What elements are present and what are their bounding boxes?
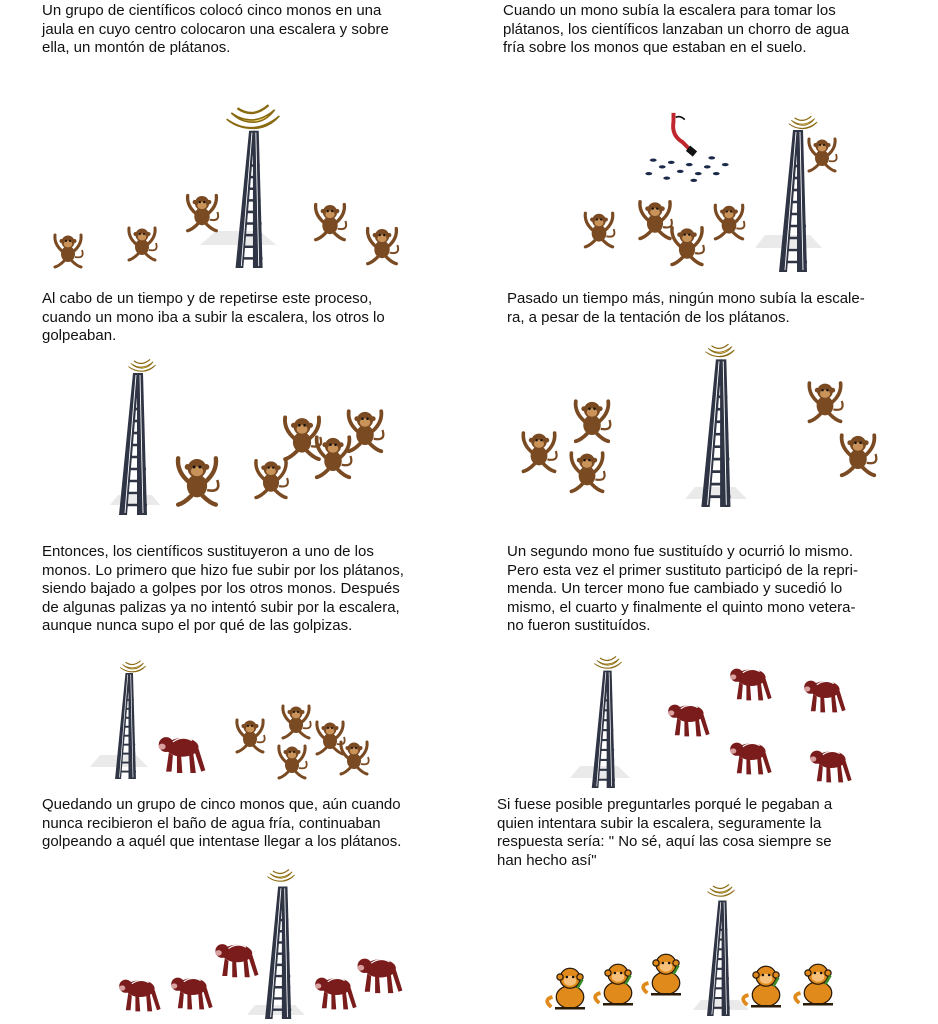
- banana-icon: [789, 116, 817, 129]
- water-hose-icon: [645, 113, 728, 182]
- monkey-icon: [842, 435, 877, 475]
- orange-monkey-icon: [547, 968, 585, 1008]
- banana-icon: [128, 359, 155, 371]
- ladder-icon: [119, 373, 147, 515]
- monkey-icon: [188, 196, 219, 231]
- ape-icon: [730, 669, 772, 701]
- monkey-icon: [283, 706, 311, 738]
- panel-2-illustration: [560, 110, 900, 280]
- banana-icon: [594, 656, 621, 668]
- ladder-icon: [779, 130, 807, 272]
- panel-1-illustration: [40, 95, 460, 280]
- panel-7-illustration: [115, 865, 415, 1020]
- monkey-icon: [279, 746, 307, 778]
- monkey-icon: [316, 205, 347, 240]
- orange-monkey-icon: [743, 966, 781, 1006]
- banana-icon: [267, 869, 294, 881]
- monkey-icon: [571, 453, 604, 491]
- ape-icon: [804, 681, 846, 713]
- ape-icon: [668, 705, 710, 737]
- ladder-icon: [265, 886, 291, 1019]
- ape-icon: [171, 978, 213, 1010]
- monkey-icon: [523, 433, 556, 471]
- monkey-icon: [368, 229, 399, 264]
- monkey-icon: [576, 401, 611, 441]
- climbing-monkey-icon: [809, 139, 837, 171]
- panel-4-illustration: [515, 337, 895, 517]
- panel-8-illustration: [545, 880, 860, 1020]
- panel-1-caption: Un grupo de científicos colocó cinco monos en una jaula en cuyo centro colocaron una escalera y sobre ella, un montón de plátanos.: [42, 2, 389, 56]
- monkey-icon: [237, 720, 265, 752]
- monkey-icon: [349, 411, 384, 451]
- panel-7-caption: Quedando un grupo de cinco monos que, aún cuando nunca recibieron el baño de agua fría, continuaban golpeando a aquél que intentase llegar a los plátanos.: [42, 796, 402, 850]
- ape-icon: [357, 959, 402, 993]
- orange-monkey-icon: [795, 964, 833, 1004]
- ladder-icon: [701, 359, 730, 507]
- panel-6-illustration: [560, 650, 870, 790]
- panel-6-caption: Un segundo mono fue sustituído y ocurrió lo mismo. Pero esta vez el primer sustituto participó de la repri- menda. Un tercer mono fue cambiado y sucedió lo mismo, el cuarto y finalmente el quinto mono vetera- no fueron sustituídos.: [507, 543, 858, 634]
- orange-monkey-icon: [643, 954, 681, 994]
- panel-3-caption: Al cabo de un tiempo y de repetirse este proceso, cuando un mono iba a subir la escalera, los otros lo golpeaban.: [42, 290, 385, 344]
- ladder-icon: [236, 131, 263, 268]
- monkey-icon: [55, 235, 83, 267]
- monkey-icon: [640, 202, 672, 239]
- monkey-icon: [672, 228, 704, 265]
- ape-icon: [215, 944, 258, 977]
- ladder-icon: [115, 673, 136, 779]
- panel-8-caption: Si fuese posible preguntarles porqué le pegaban a quien intentara subir la escalera, seguramente la respuesta sería: " No sé, aquí las cosa siempre se han hecho así": [497, 796, 833, 869]
- monkey-icon: [585, 213, 614, 247]
- panel-2-caption: Cuando un mono subía la escalera para tomar los plátanos, los científicos lanzaban un chorro de agua fría sobre los monos que estaban en el suelo.: [503, 2, 850, 56]
- ape-icon: [159, 737, 206, 773]
- banana-icon: [120, 661, 146, 672]
- monkey-icon: [256, 461, 288, 498]
- banana-icon: [706, 344, 735, 357]
- panel-3-illustration: [100, 355, 400, 520]
- monkey-icon: [809, 383, 842, 421]
- monkey-icon: [129, 228, 157, 260]
- banana-icon: [227, 105, 280, 128]
- ape-icon: [315, 978, 357, 1010]
- ape-icon: [810, 751, 852, 783]
- monkey-icon: [178, 458, 218, 504]
- panel-5-illustration: [90, 655, 420, 785]
- ladder-icon: [707, 901, 730, 1016]
- monkey-icon: [715, 205, 744, 239]
- ape-icon: [119, 980, 161, 1012]
- ape-icon: [730, 743, 772, 775]
- panel-5-caption: Entonces, los científicos sustituyeron a uno de los monos. Lo primero que hizo fue subir por los plátanos, siendo bajado a golpes por los otros monos. Después de algunas palizas ya no intentó subir por la escalera, aunque nunca supo el por qué de las golpizas.: [42, 543, 404, 634]
- panel-4-caption: Pasado un tiempo más, ningún mono subía la escale- ra, a pesar de la tentación de los plátanos.: [507, 290, 865, 326]
- orange-monkey-icon: [595, 964, 633, 1004]
- banana-icon: [707, 884, 734, 896]
- ladder-icon: [592, 671, 615, 788]
- monkey-icon: [341, 742, 369, 774]
